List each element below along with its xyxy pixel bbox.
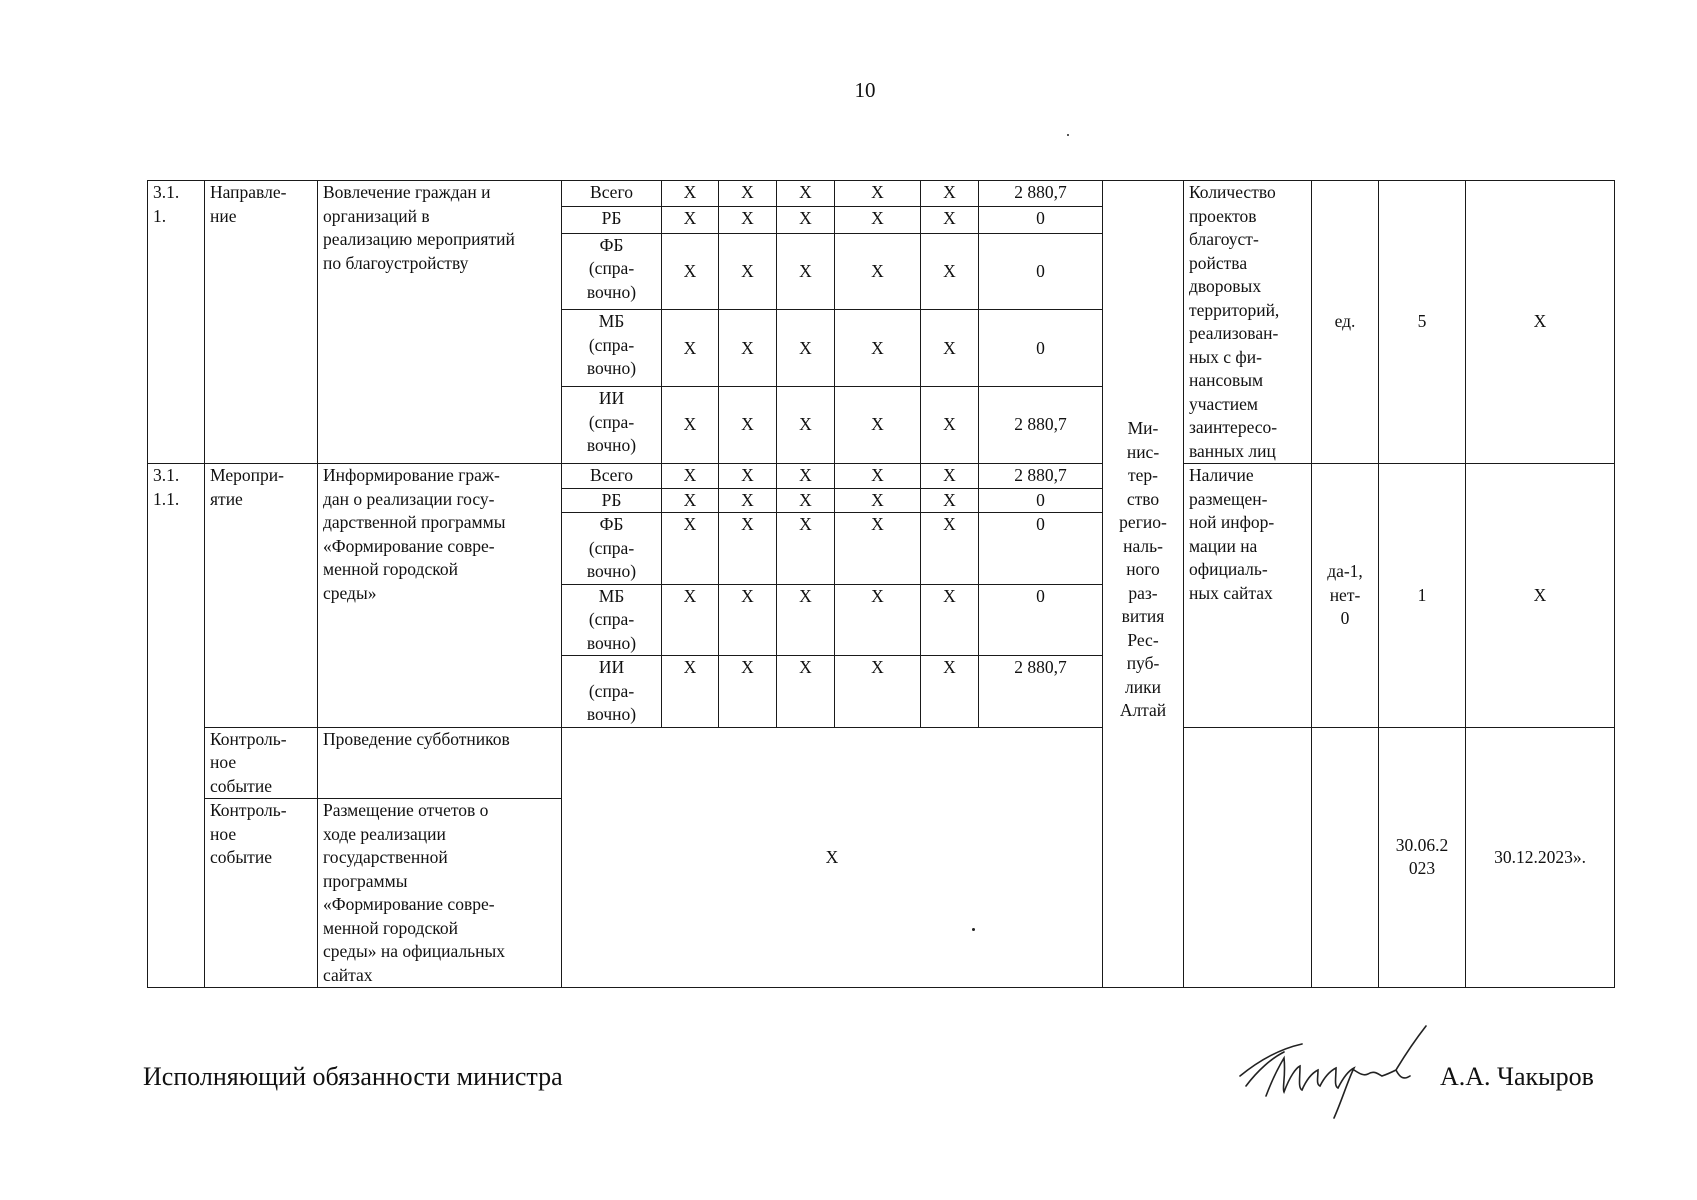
indicator-end: Х	[1466, 181, 1615, 464]
amount: 0	[979, 584, 1103, 656]
amount: 2 880,7	[979, 656, 1103, 728]
amount: 0	[979, 513, 1103, 585]
event-type: Контроль- ное событие	[205, 727, 318, 799]
merged-x-cell: Х	[562, 727, 1103, 988]
handwritten-signature	[1232, 1018, 1432, 1123]
row-name: Информирование граж- дан о реализации госу- дарственной программы «Формирование совре- менной городской среды»	[318, 464, 562, 728]
row-type: Меропри- ятие	[205, 464, 318, 728]
page-number: 10	[854, 78, 876, 102]
scan-speck	[1067, 134, 1069, 136]
x-mark: Х	[719, 181, 777, 207]
x-mark: Х	[719, 513, 777, 585]
event-name: Проведение субботников	[318, 727, 562, 799]
row-number: 3.1. 1.1.	[148, 464, 205, 988]
program-table	[147, 180, 1615, 988]
funding-source: ИИ (спра- вочно)	[562, 656, 662, 728]
x-mark: Х	[921, 656, 979, 728]
empty-unit	[1312, 727, 1379, 988]
event-type: Контроль- ное событие	[205, 799, 318, 988]
amount: 2 880,7	[979, 464, 1103, 489]
funding-source: МБ (спра- вочно)	[562, 310, 662, 387]
funding-source: РБ	[562, 488, 662, 513]
x-mark: Х	[835, 310, 921, 387]
amount: 0	[979, 233, 1103, 310]
x-mark: Х	[662, 233, 719, 310]
x-mark: Х	[921, 488, 979, 513]
table-row	[148, 727, 1615, 799]
x-mark: Х	[777, 656, 835, 728]
responsible-executor: Ми- нис- тер- ство регио- наль- ного раз- вития Рес- пуб- лики Алтай	[1103, 181, 1184, 988]
x-mark: Х	[662, 656, 719, 728]
amount: 2 880,7	[979, 181, 1103, 207]
x-mark: Х	[719, 584, 777, 656]
x-mark: Х	[719, 488, 777, 513]
row-number: 3.1. 1.	[148, 181, 205, 464]
x-mark: Х	[662, 207, 719, 233]
x-mark: Х	[777, 207, 835, 233]
x-mark: Х	[835, 656, 921, 728]
indicator-value: 1	[1379, 464, 1466, 728]
x-mark: Х	[777, 310, 835, 387]
x-mark: Х	[777, 513, 835, 585]
x-mark: Х	[835, 387, 921, 464]
x-mark: Х	[719, 310, 777, 387]
x-mark: Х	[662, 488, 719, 513]
x-mark: Х	[835, 464, 921, 489]
x-mark: Х	[777, 233, 835, 310]
event-date-end: 30.12.2023».	[1466, 727, 1615, 988]
x-mark: Х	[921, 207, 979, 233]
x-mark: Х	[777, 181, 835, 207]
x-mark: Х	[921, 310, 979, 387]
x-mark: Х	[835, 207, 921, 233]
x-mark: Х	[662, 310, 719, 387]
indicator-name: Количество проектов благоуст- ройства дворовых территорий, реализован- ных с фи- нансовым участием заинтересо- ванных лиц	[1184, 181, 1312, 464]
x-mark: Х	[662, 181, 719, 207]
x-mark: Х	[719, 464, 777, 489]
amount: 2 880,7	[979, 387, 1103, 464]
x-mark: Х	[662, 584, 719, 656]
x-mark: Х	[835, 513, 921, 585]
indicator-unit: да-1, нет- 0	[1312, 464, 1379, 728]
empty-indicator	[1184, 727, 1312, 988]
funding-source: Всего	[562, 181, 662, 207]
x-mark: Х	[921, 387, 979, 464]
x-mark: Х	[921, 513, 979, 585]
x-mark: Х	[921, 584, 979, 656]
amount: 0	[979, 207, 1103, 233]
indicator-unit: ед.	[1312, 181, 1379, 464]
x-mark: Х	[921, 464, 979, 489]
funding-source: ИИ (спра- вочно)	[562, 387, 662, 464]
x-mark: Х	[719, 207, 777, 233]
x-mark: Х	[835, 584, 921, 656]
amount: 0	[979, 310, 1103, 387]
x-mark: Х	[921, 233, 979, 310]
table-row	[148, 181, 1615, 207]
x-mark: Х	[777, 584, 835, 656]
table-row	[148, 464, 1615, 489]
event-name: Размещение отчетов о ходе реализации государственной программы «Формирование совре- менной городской среды» на официальных сайтах	[318, 799, 562, 988]
signature-title: Исполняющий обязанности министра	[143, 1062, 563, 1091]
signer-name: А.А. Чакыров	[1440, 1062, 1594, 1091]
event-date-start: 30.06.2 023	[1379, 727, 1466, 988]
row-type: Направле- ние	[205, 181, 318, 464]
x-mark: Х	[777, 488, 835, 513]
indicator-name: Наличие размещен- ной инфор- мации на официаль- ных сайтах	[1184, 464, 1312, 728]
x-mark: Х	[719, 233, 777, 310]
x-mark: Х	[719, 387, 777, 464]
indicator-end: Х	[1466, 464, 1615, 728]
x-mark: Х	[662, 387, 719, 464]
funding-source: ФБ (спра- вочно)	[562, 233, 662, 310]
amount: 0	[979, 488, 1103, 513]
x-mark: Х	[835, 233, 921, 310]
x-mark: Х	[662, 464, 719, 489]
funding-source: ФБ (спра- вочно)	[562, 513, 662, 585]
x-mark: Х	[777, 387, 835, 464]
funding-source: Всего	[562, 464, 662, 489]
funding-source: МБ (спра- вочно)	[562, 584, 662, 656]
row-name: Вовлечение граждан и организаций в реализацию мероприятий по благоустройству	[318, 181, 562, 464]
x-mark: Х	[921, 181, 979, 207]
x-mark: Х	[662, 513, 719, 585]
x-mark: Х	[835, 181, 921, 207]
scan-speck	[972, 928, 975, 931]
funding-source: РБ	[562, 207, 662, 233]
indicator-value: 5	[1379, 181, 1466, 464]
x-mark: Х	[719, 656, 777, 728]
x-mark: Х	[835, 488, 921, 513]
x-mark: Х	[777, 464, 835, 489]
